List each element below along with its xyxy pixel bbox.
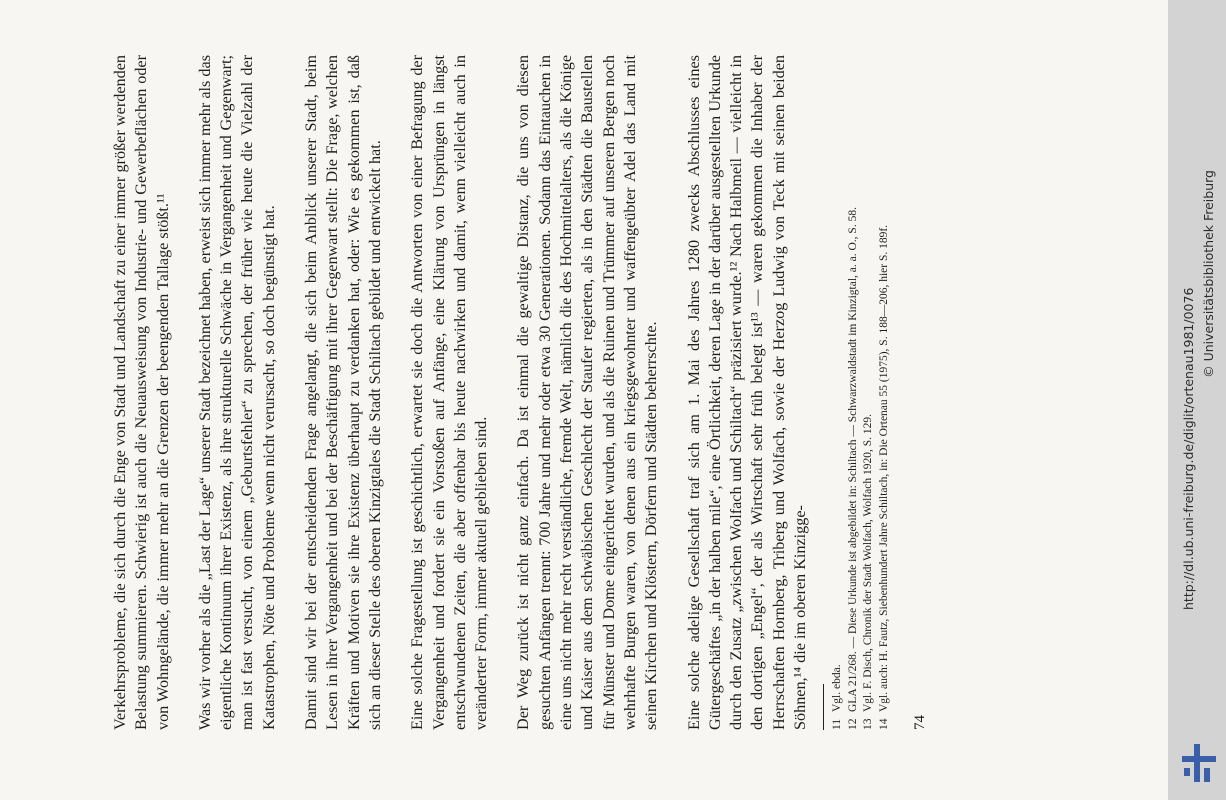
footnote-text: GLA 21/268. — Diese Urkunde ist abgebildet in: Schiltach — Schwarzwaldstadt im Kinzigtal, a. a. O., S. 58.	[846, 207, 859, 712]
page-number: 74	[911, 715, 928, 730]
footnote-number: 12	[846, 718, 859, 730]
footnote	[830, 55, 845, 730]
footnote-text: Vgl. ebda.	[831, 664, 844, 712]
page-text-block	[110, 55, 1100, 730]
source-url-link[interactable]: http://dl.ub.uni-freiburg.de/diglit/ortenau1981/0076	[1181, 287, 1196, 610]
footnote	[861, 55, 876, 730]
sidebar-text-block	[1180, 10, 1220, 790]
footnote-text: Vgl. F. Disch, Chronik der Stadt Wolfach, Wolfach 1920, S. 129.	[862, 413, 875, 712]
paragraph: Der Weg zurück ist nicht ganz einfach. Da ist einmal die gewaltige Distanz, die uns von diesen gesuchten Anfängen trennt: 700 Jahre und mehr oder etwa 30 Generationen. Sodann das Eintauchen in eine uns nicht mehr recht verständliche, fremde Welt, nämlich die des Hochmittelalters, als die Könige und Kaiser aus dem schwäbischen Geschlecht der Staufer regierten, als in den Städten die Baustellen für Münster und Dome eingerichtet wurden, und als die Ruinen und Trümmer auf unseren Bergen noch wehrhafte Burgen waren, von denen aus ein kriegsgewohnter und waffengeübter Adel das Land mit seinen Kirchen und Klöstern, Dörfern und Städten beherrschte.	[514, 55, 661, 730]
paragraph: Eine solche Fragestellung ist geschichtlich, erwartet sie doch die Antworten von einer Befragung der Vergangenheit und fordert sie ein Vorstoßen auf Anfänge, eine Klärung von Ursprüngen in längst entschwundenen Zeiten, die aber offenbar bis heute nachwirken und damit, wenn vielleicht auch in veränderter Form, immer aktuell geblieben sind.	[408, 55, 491, 730]
footnote-number: 13	[862, 718, 875, 730]
footnote-divider	[823, 684, 824, 730]
footnote-number: 14	[877, 718, 890, 730]
paragraph: Damit sind wir bei der entscheidenden Frage angelangt, die sich beim Anblick unserer Stadt, beim Lesen in ihrer Vergangenheit und bei der Beschäftigung mit ihrer Gegenwart stellt: Die Frage, welchen Kräften und Motiven sie ihre Existenz überhaupt zu verdanken hat, oder: Wie es gekommen ist, daß sich an dieser Stelle des oberen Kinzigtales die Stadt Schiltach gebildet und entwickelt hat.	[302, 55, 384, 730]
footnote	[877, 55, 892, 730]
paragraph: Was wir vorher als die „Last der Lage“ unserer Stadt bezeichnet haben, erweist sich immer mehr als das eigentliche Kontinuum ihrer Existenz, als ihre strukturelle Schwäche in Vergangenheit und Gegenwart; man ist fast versucht, von einem „Geburtsfehler“ zu sprechen, der früher wie heute die Vielzahl der Katastrophen, Nöte und Probleme wenn nicht verursacht, so doch begünstigt hat.	[195, 55, 278, 730]
footnote-number: 11	[831, 718, 844, 730]
footnote	[846, 55, 861, 730]
copyright-notice: © Universitätsbibliothek Freiburg	[1201, 170, 1216, 378]
footnote-text: Vgl. auch: H. Fautz, Siebenhundert Jahre Schiltach, in: Die Ortenau 55 (1975), S. 188—206, hier S. 189f.	[877, 224, 890, 712]
ub-freiburg-logo-icon	[1178, 742, 1220, 784]
footnote-list	[830, 55, 892, 730]
paragraph: Eine solche adelige Gesellschaft traf sich am 1. Mai des Jahres 1280 zwecks Abschlusses eines Gütergeschäftes „in der halben mile“, eine Örtlichkeit, deren Lage in der darüber ausgestellten Urkunde durch den Zusatz „zwischen Wolfach und Schiltach“ präzisiert wurde.¹² Nach Halbmeil — vielleicht in den dortigen „Engel“, der als Wirtschaft sehr früh belegt ist¹³ — waren gekommen die Inhaber der Herrschaften Hornberg, Triberg und Wolfach, sowie der Herzog Ludwig von Teck mit seinen beiden Söhnen,¹⁴ die im oberen Kinzigge-	[684, 55, 810, 730]
paragraph: Verkehrsprobleme, die sich durch die Enge von Stadt und Landschaft zu einer immer größer werdenden Belastung summieren. Schwierig ist auch die Neuausweisung von Industrie- und Gewerbeflächen oder von Wohngelände, die immer mehr an die Grenzen der beengenden Tallage stößt.¹¹	[111, 55, 172, 730]
